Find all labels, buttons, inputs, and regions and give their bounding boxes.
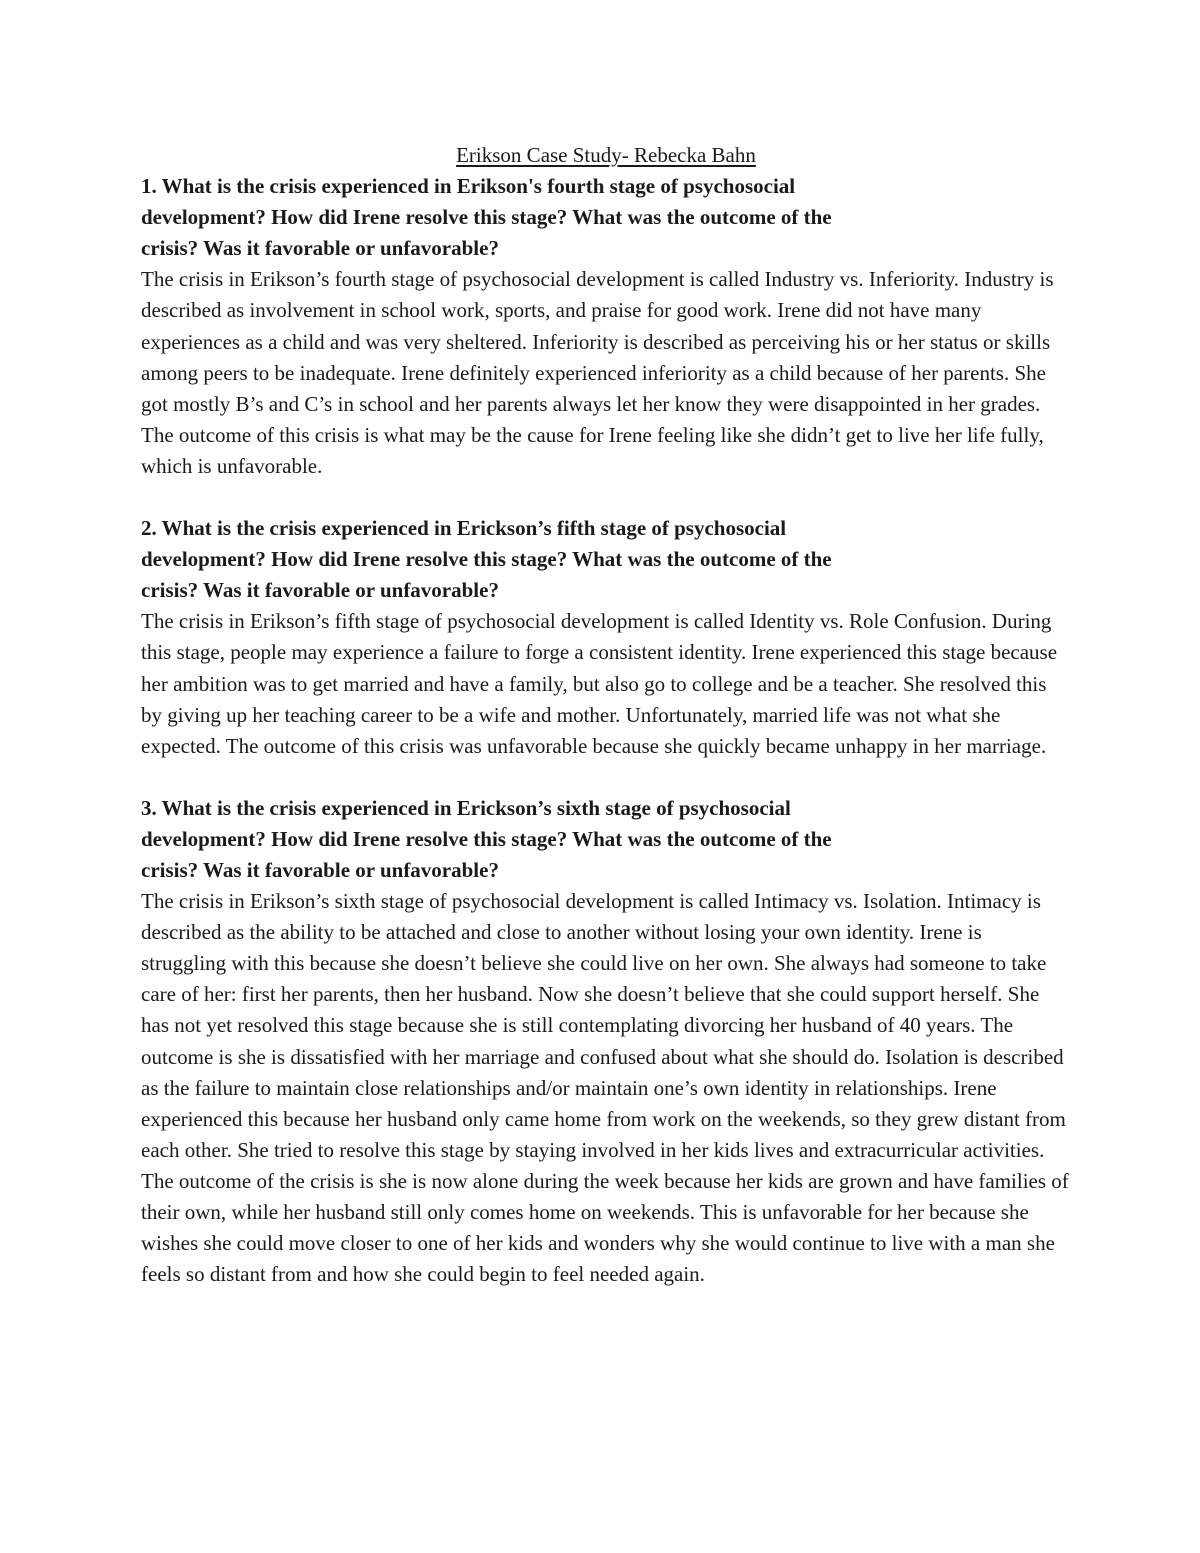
- answer-2: The crisis in Erikson’s fifth stage of psychosocial development is called Identity vs. Role Confusion. During this stage, people may experience a failure to forge a consistent identity. Irene experienced this stage because her ambition was to get married and have a family, but also go to college and be a teacher. She resolved this by giving up her teaching career to be a wife and mother. Unfortunately, married life was not what she expected. The outcome of this crisis was unfavorable because she quickly became unhappy in her marriage.: [141, 609, 1058, 758]
- question-3-line-3: crisis? Was it favorable or unfavorable?: [141, 857, 499, 882]
- section-1: [141, 171, 1071, 482]
- question-2: [141, 513, 1071, 606]
- section-2: [141, 513, 1071, 762]
- question-2-line-1: 2. What is the crisis experienced in Erickson’s fifth stage of psychosocial: [141, 516, 787, 541]
- answer-3: The crisis in Erikson’s sixth stage of psychosocial development is called Intimacy vs. Isolation. Intimacy is described as the ability to be attached and close to another without losing your own identity. Irene is struggling with this because she doesn’t believe she could live on her own. She always had someone to take care of her: first her parents, then her husband. Now she doesn’t believe that she could support herself. She has not yet resolved this stage because she is still contemplating divorcing her husband of 40 years. The outcome is she is dissatisfied with her marriage and confused about what she should do. Isolation is described as the failure to maintain close relationships and/or maintain one’s own identity in relationships. Irene experienced this because her husband only came home from work on the weekends, so they grew distant from each other. She tried to resolve this stage by staying involved in her kids lives and extracurricular activities. The outcome of the crisis is she is now alone during the week because her kids are grown and have families of their own, while her husband still only comes home on weekends. This is unfavorable for her because she wishes she could move closer to one of her kids and wonders why she would continue to live with a man she feels so distant from and how she could begin to feel needed again.: [141, 889, 1069, 1287]
- document-title: Erikson Case Study- Rebecka Bahn: [456, 143, 756, 167]
- question-1-line-1: 1. What is the crisis experienced in Erikson's fourth stage of psychosocial: [141, 174, 796, 199]
- question-3: [141, 793, 1071, 886]
- section-3: [141, 793, 1071, 1291]
- question-3-line-2: development? How did Irene resolve this stage? What was the outcome of the: [141, 826, 832, 851]
- question-1-line-3: crisis? Was it favorable or unfavorable?: [141, 236, 499, 261]
- question-3-line-1: 3. What is the crisis experienced in Erickson’s sixth stage of psychosocial: [141, 795, 791, 820]
- question-2-line-3: crisis? Was it favorable or unfavorable?: [141, 578, 499, 603]
- answer-1: The crisis in Erikson’s fourth stage of psychosocial development is called Industry vs. Inferiority. Industry is described as involvement in school work, sports, and praise for good work. Irene did not have many experiences as a child and was very sheltered. Inferiority is described as perceiving his or her status or skills among peers to be inadequate. Irene definitely experienced inferiority as a child because of her parents. She got mostly B’s and C’s in school and her parents always let her know they were disappointed in her grades. The outcome of this crisis is what may be the cause for Irene feeling like she didn’t get to live her life fully, which is unfavorable.: [141, 267, 1054, 478]
- question-2-line-2: development? How did Irene resolve this stage? What was the outcome of the: [141, 547, 832, 572]
- question-1: [141, 171, 1071, 264]
- question-1-line-2: development? How did Irene resolve this stage? What was the outcome of the: [141, 205, 832, 230]
- document-body: [141, 140, 1071, 1290]
